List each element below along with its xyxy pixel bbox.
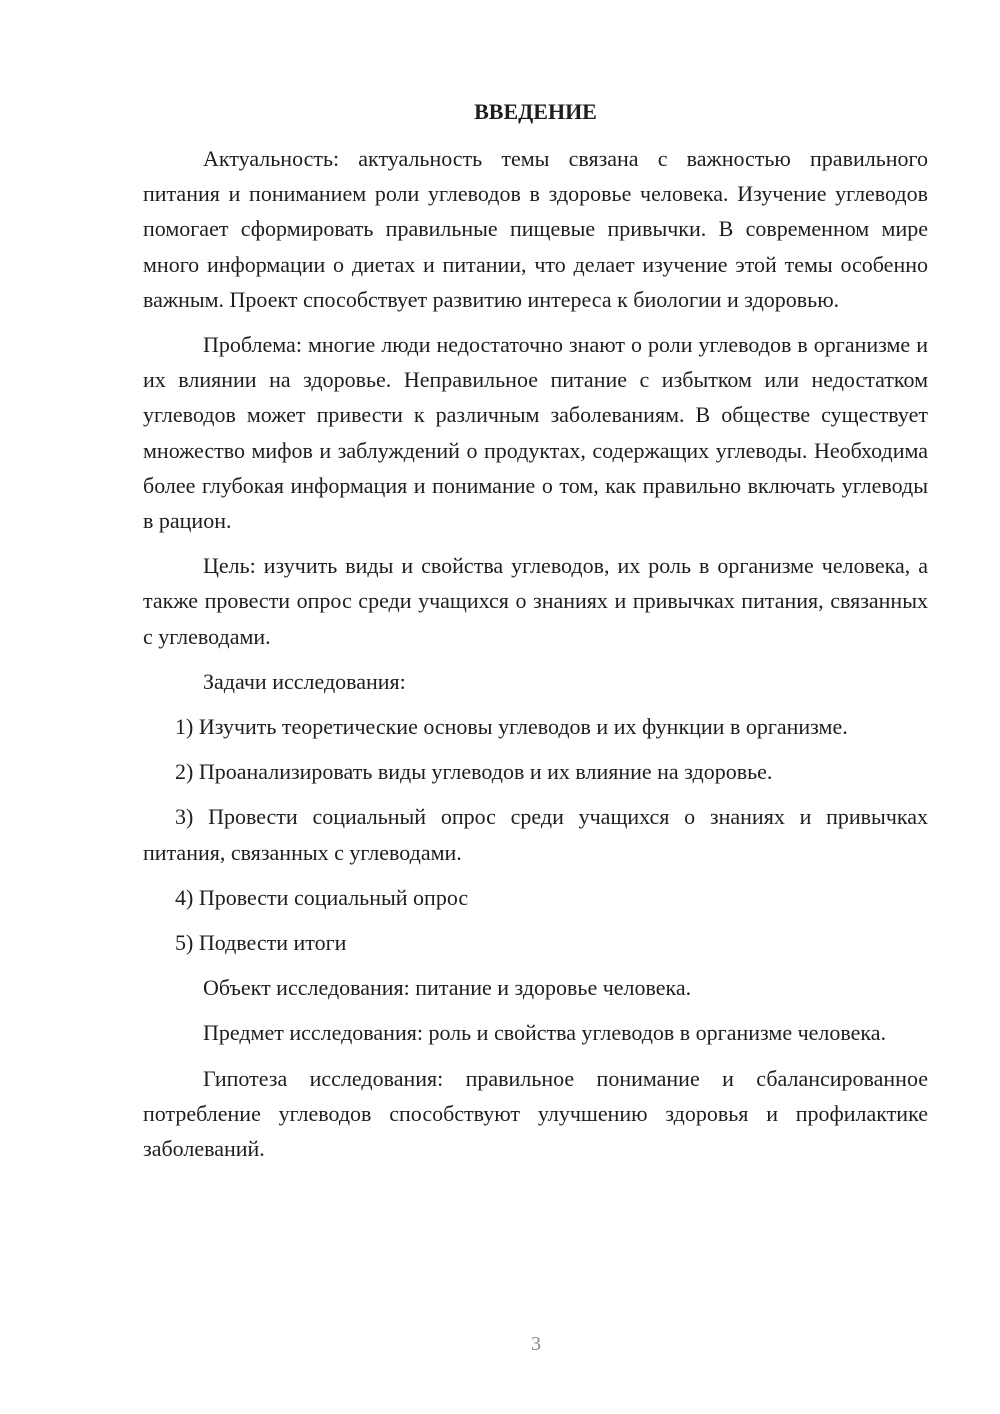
paragraph-subject: Предмет исследования: роль и свойства углеводов в организме человека. (203, 1020, 887, 1046)
task-item-5: 5) Подвести итоги (175, 930, 347, 956)
page-number: 3 (531, 1333, 541, 1355)
paragraph-object: Объект исследования: питание и здоровье человека. (203, 975, 692, 1001)
paragraph-tasks-heading: Задачи исследования: (203, 668, 406, 694)
paragraph-hypothesis: Гипотеза исследования: правильное понимание и сбалансированное потребление углеводов способствуют улучшению здоровья и профилактике заболеваний. (143, 1065, 928, 1162)
paragraph-relevance: Актуальность: актуальность темы связана с важностью правильного питания и пониманием роли углеводов в здоровье человека. Изучение углеводов помогает сформировать правильные пищевые привычки. В современном мире много информации о диетах и питании, что делает изучение этой темы особенно важным. Проект способствует развитию интереса к биологии и здоровью. (143, 146, 928, 312)
page-title: ВВЕДЕНИЕ (474, 99, 597, 124)
task-item-2: 2) Проанализировать виды углеводов и их влияние на здоровье. (175, 759, 773, 785)
paragraph-problem: Проблема: многие люди недостаточно знают о роли углеводов в организме и их влиянии на здоровье. Неправильное питание с избытком или недостатком углеводов может привести к различным заболеваниям. В обществе существует множество мифов и заблуждений о продуктах, содержащих углеводы. Необходима более глубокая информация и понимание о том, как правильно включать углеводы в рацион. (143, 332, 928, 534)
task-item-4: 4) Провести социальный опрос (175, 884, 469, 910)
task-item-3: 3) Провести социальный опрос среди учащихся о знаниях и привычках питания, связанных с углеводами. (143, 804, 928, 865)
task-item-1: 1) Изучить теоретические основы углеводов и их функции в организме. (175, 714, 848, 740)
page-content (143, 94, 928, 1176)
paragraph-goal: Цель: изучить виды и свойства углеводов, их роль в организме человека, а также провести опрос среди учащихся о знаниях и привычках питания, связанных с углеводами. (143, 553, 928, 649)
